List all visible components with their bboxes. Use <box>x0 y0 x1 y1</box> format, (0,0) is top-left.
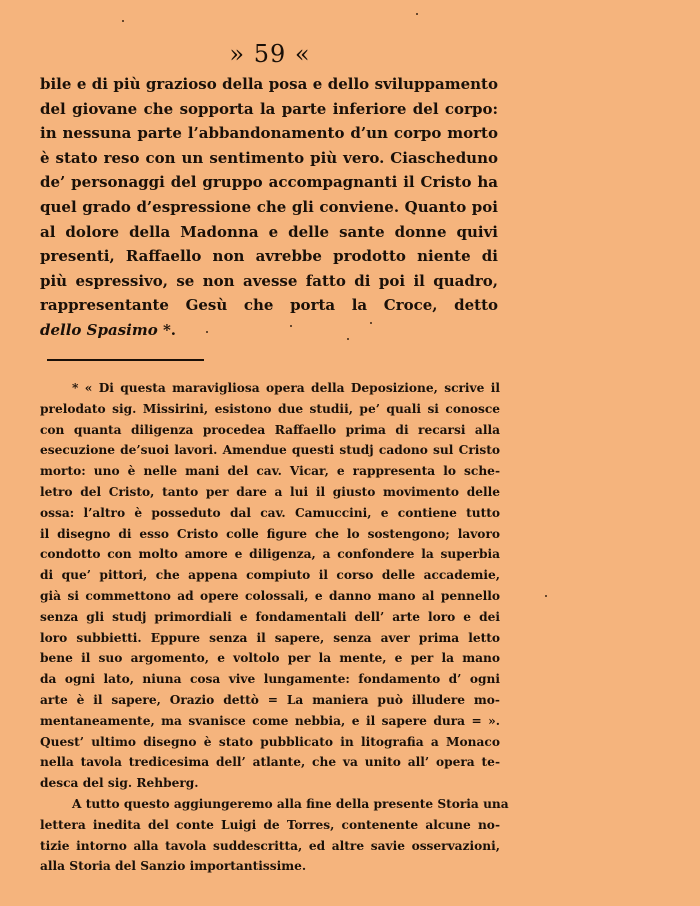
scan-speck <box>122 20 124 22</box>
page-number: » 59 « <box>229 40 311 68</box>
text-line: rappresentante Gesù che porta la Croce, detto <box>40 296 498 315</box>
text-line: è stato reso con un sentimento più vero. Ciascheduno <box>40 148 498 167</box>
text-line: quel grado d’espressione che gli conviene. Quanto poi <box>40 197 498 216</box>
scan-speck <box>416 13 418 15</box>
footnote-line: morto: uno è nelle mani del cav. Vicar, e rappresenta lo sche- <box>40 464 500 479</box>
footnote-line: lettera inedita del conte Luigi de Torres, contenente alcune no- <box>40 817 500 832</box>
scan-speck <box>206 331 208 333</box>
footnote-line: arte è il sapere, Orazio dettò = La maniera può illudere mo- <box>40 692 500 707</box>
footnote-line: da ogni lato, niuna cosa vive lungamente: fondamento d’ ogni <box>40 672 500 687</box>
text-line: presenti, Raffaello non avrebbe prodotto niente di <box>40 247 498 266</box>
footnote-line: il disegno di esso Cristo colle figure che lo sostengono; lavoro <box>40 526 500 541</box>
text-line-last <box>40 318 498 343</box>
text-line: del giovane che sopporta la parte inferiore del corpo: <box>40 99 498 118</box>
footnote-line: già si commettono ad opere colossali, e danno mano al pennello <box>40 588 500 603</box>
footnote-line: letro del Cristo, tanto per dare a lui il giusto movimento delle <box>40 484 500 499</box>
text-line: al dolore della Madonna e delle sante donne quivi <box>40 222 498 241</box>
footnote-line: condotto con molto amore e diligenza, a confondere la superbia <box>40 547 500 562</box>
text-line: più espressivo, se non avesse fatto di poi il quadro, <box>40 271 498 290</box>
footnote-line: A tutto questo aggiungeremo alla fine della presente Storia una <box>72 796 509 811</box>
footnote <box>40 378 509 877</box>
footnote-line: desca del sig. Rehberg. <box>40 776 199 791</box>
footnote-separator-rule <box>47 359 204 361</box>
text-line: in nessuna parte l’abbandonamento d’un corpo morto <box>40 124 498 143</box>
scan-speck <box>290 325 292 327</box>
footnote-line: esecuzione de’suoi lavori. Amendue questi studj cadono sul Cristo <box>40 443 500 458</box>
footnote-line: bene il suo argomento, e voltolo per la mente, e per la mano <box>40 651 500 666</box>
text-line: bile e di più grazioso della posa e dello sviluppamento <box>40 75 498 93</box>
scan-speck <box>370 322 372 324</box>
footnote-addendum <box>40 794 509 877</box>
italic-title: dello Spasimo <box>40 320 158 339</box>
footnote-line: con quanta diligenza procedea Raffaello prima di recarsi alla <box>40 422 500 437</box>
footnote-line: di que’ pittori, che appena compiuto il corso delle accademie, <box>40 568 500 583</box>
footnote-line: mentaneamente, ma svanisce come nebbia, e il sapere dura = ». <box>40 713 500 728</box>
scan-speck <box>545 595 547 597</box>
scan-speck <box>347 338 349 340</box>
footnote-line: loro subbietti. Eppure senza il sapere, senza aver prima letto <box>40 630 500 645</box>
footnote-line: senza gli studj primordiali e fondamentali dell’ arte loro e dei <box>40 609 500 624</box>
footnote-marker: *. <box>157 320 177 339</box>
footnote-line: prelodato sig. Missirini, esistono due studii, pe’ quali si conosce <box>40 401 500 416</box>
footnote-line: Quest’ ultimo disegno è stato pubblicato in litografia a Monaco <box>40 734 500 749</box>
footnote-line: ossa: l’altro è posseduto dal cav. Camuccini, e contiene tutto <box>40 505 500 520</box>
main-text <box>40 72 498 343</box>
footnote-line: alla Storia del Sanzio importantissime. <box>40 859 307 874</box>
footnote-line: * « Di questa maravigliosa opera della Deposizione, scrive il <box>72 381 500 395</box>
footnote-line: tizie intorno alla tavola suddescritta, ed altre savie osservazioni, <box>40 838 500 853</box>
footnote-line: nella tavola tredicesima dell’ atlante, che va unito all’ opera te- <box>40 755 500 770</box>
text-line: de’ personaggi del gruppo accompagnanti il Cristo ha <box>40 173 498 192</box>
